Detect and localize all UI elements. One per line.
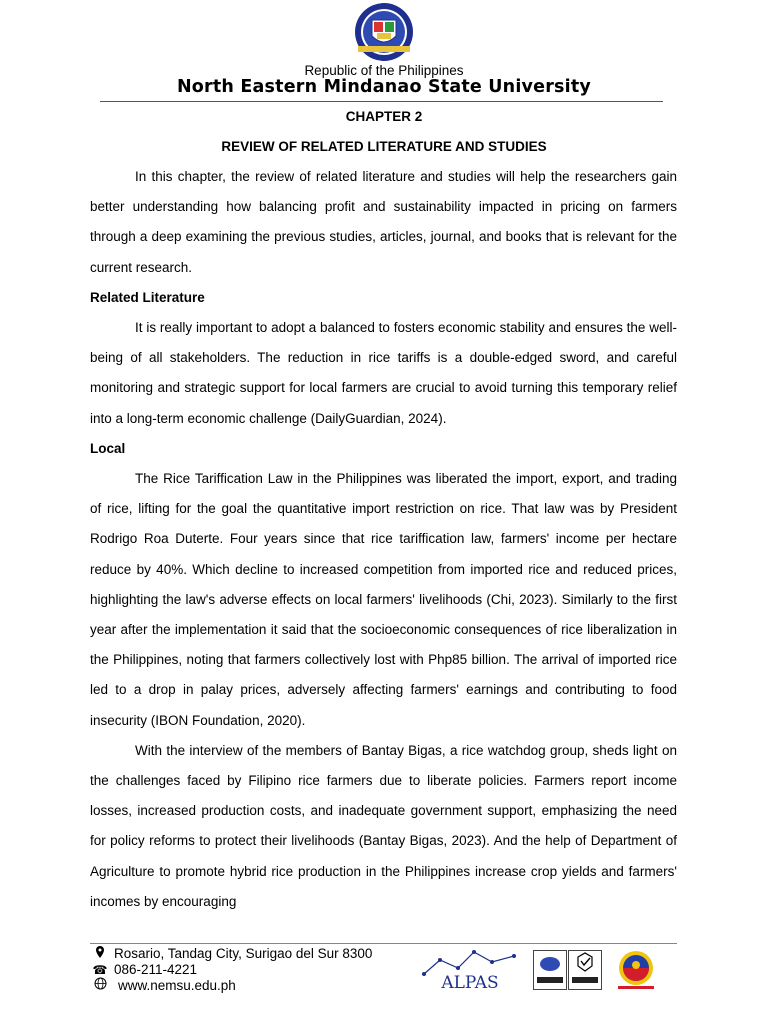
- related-literature-heading: Related Literature: [90, 289, 205, 305]
- document-body: [90, 162, 677, 917]
- ukas-badge: [568, 950, 602, 990]
- footer-divider: [90, 943, 677, 944]
- address-text: Rosario, Tandag City, Surigao del Sur 8300: [114, 946, 373, 961]
- footer-phone: [90, 962, 197, 977]
- header-divider: [100, 101, 663, 102]
- phone-text: 086-211-4221: [114, 962, 198, 977]
- republic-line: Republic of the Philippines: [304, 63, 464, 78]
- university-name: North Eastern Mindanao State University: [176, 77, 592, 97]
- intro-paragraph: In this chapter, the review of related literature and studies will help the researchers gain better understanding how balancing profit and sustainability impacted in pricing on farmers through a deep examining the previous studies, articles, journal, and books that is relevant for the current research.: [90, 169, 677, 275]
- alpas-logo-text: ALPAS: [441, 973, 499, 993]
- bagong-pilipinas-logo: [612, 948, 660, 992]
- chapter-title: REVIEW OF RELATED LITERATURE AND STUDIES: [221, 139, 547, 154]
- footer-website: [90, 977, 236, 993]
- local-paragraph-2: With the interview of the members of Bantay Bigas, a rice watchdog group, sheds light on the challenges faced by Filipino rice farmers due to liberate policies. Farmers report income losses, increased production costs, and inadequate government support, emphasizing the need for policy reforms to protect their livelihoods (Bantay Bigas, 2023). And the help of Department of Agriculture to promote hybrid rice production in the Philippines increase crop yields and farmers' incomes by encouraging: [90, 742, 677, 909]
- university-seal-logo: [350, 2, 418, 62]
- location-pin-icon: [90, 946, 110, 961]
- related-literature-paragraph: It is really important to adopt a balanced to fosters economic stability and ensures the well-being of all stakeholders. The reduction in rice tariffs is a double-edged sword, and careful monitoring and strategic support for local farmers are crucial to avoid turning this temporary relief into a long-term economic challenge (DailyGuardian, 2024).: [90, 320, 677, 426]
- website-link[interactable]: www.nemsu.edu.ph: [118, 977, 236, 993]
- globe-icon: [90, 977, 110, 993]
- local-paragraph-1: The Rice Tariffication Law in the Philippines was liberated the import, export, and trading of rice, lifting for the goal the quantitative import restriction on rice. That law was by President Rodrigo Roa Duterte. Four years since that rice tariffication law, farmers' income per hectare reduce by 40%. Which decline to increased competition from imported rice and reduced prices, highlighting the law's adverse effects on local farmers' livelihoods (Chi, 2023). Similarly to the first year after the implementation it said that the socioeconomic consequences of rice liberalization in the Philippines, noting that farmers collectively lost with Php85 billion. The arrival of imported rice led to a drop in palay prices, adversely affecting farmers' earnings and contributing to food insecurity (IBON Foundation, 2020).: [90, 471, 677, 728]
- footer-address: [90, 946, 372, 961]
- chapter-number: CHAPTER 2: [345, 109, 423, 124]
- local-heading: Local: [90, 440, 126, 456]
- iso-certification-badge: [533, 950, 567, 990]
- telephone-icon: ☎: [92, 962, 108, 977]
- alpas-logo: [420, 946, 520, 994]
